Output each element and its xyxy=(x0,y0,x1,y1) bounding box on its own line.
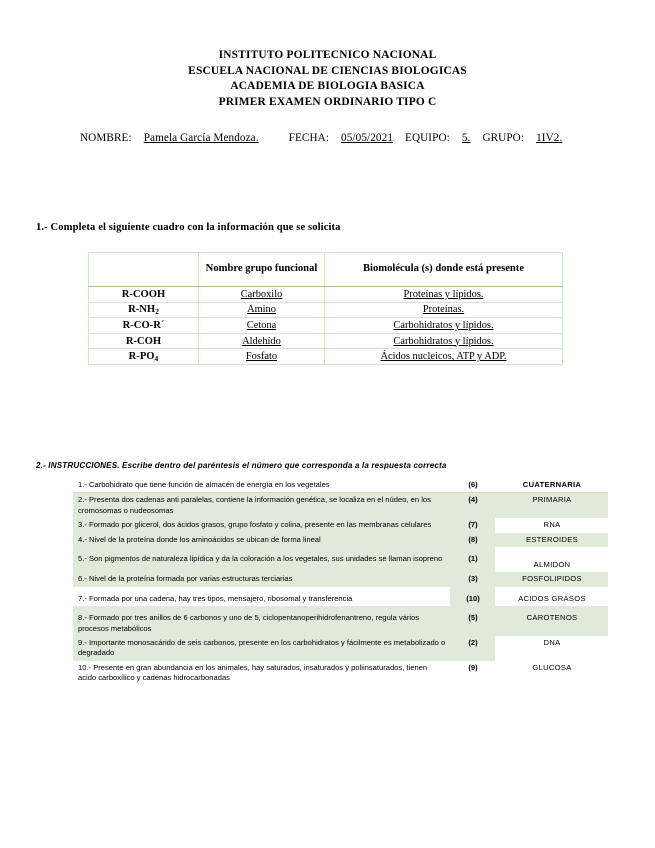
answer-number[interactable]: (2) xyxy=(450,636,495,661)
fecha-value[interactable]: 05/05/2021 xyxy=(341,132,394,144)
grupo-label: GRUPO: xyxy=(482,132,525,144)
nombre-label: NOMBRE: xyxy=(80,132,132,144)
answer-number[interactable]: (1) xyxy=(450,547,495,572)
table-row xyxy=(73,572,608,586)
answer-option: DNA xyxy=(495,636,608,661)
statement-text: 1.- Carbohidrato que tiene función de almacén de energía en los vegetales xyxy=(73,478,450,493)
answer-number[interactable]: (6) xyxy=(450,478,495,493)
column-header-biomolecula: Biomolécula (s) donde está presente xyxy=(325,253,563,287)
answer-option: GLUCOSA xyxy=(532,662,572,672)
group-biomolecule[interactable]: Carbohidratos y lípidos. xyxy=(325,333,563,349)
group-formula: R-CO-R´ xyxy=(89,318,199,334)
answer-number[interactable]: (4) xyxy=(450,493,495,518)
statement-text: 5.- Son pigmentos de naturaleza lipídica y da la coloración a los vegetales, sus unidades se llaman isopreno xyxy=(73,547,450,572)
answer-number[interactable]: (10) xyxy=(450,587,495,606)
answer-number[interactable]: (8) xyxy=(450,533,495,547)
table-row xyxy=(73,587,608,606)
header-line-school: ESCUELA NACIONAL DE CIENCIAS BIOLOGICAS xyxy=(188,64,467,77)
fecha-label: FECHA: xyxy=(288,132,330,144)
table-row xyxy=(89,318,563,334)
grupo-value[interactable]: 1IV2. xyxy=(536,132,563,144)
table-row xyxy=(73,518,608,532)
table-row xyxy=(73,478,608,493)
table-row xyxy=(73,533,608,547)
group-biomolecule[interactable]: Ácidos nucleicos, ATP y ADP. xyxy=(325,349,563,365)
group-formula: R-COH xyxy=(89,333,199,349)
table-row xyxy=(89,302,563,318)
table-row xyxy=(73,547,608,572)
answer-option: ESTEROIDES xyxy=(495,533,608,547)
table-header-row xyxy=(89,253,563,287)
column-header-blank xyxy=(89,253,199,287)
question-2-title: 2.- INSTRUCCIONES. Escribe dentro del paréntesis el número que corresponda a la respuesta correcta xyxy=(36,461,447,470)
group-biomolecule[interactable]: Proteínas. xyxy=(325,302,563,318)
group-name[interactable]: Cetona xyxy=(199,318,325,334)
table-row xyxy=(89,287,563,303)
student-info-line xyxy=(80,132,600,144)
group-formula: R-COOH xyxy=(89,287,199,303)
statement-text: 7.- Formada por una cadena, hay tres tipos, mensajero, ribosomal y transferencia xyxy=(78,593,353,603)
answer-option: CUATERNARIA xyxy=(495,478,608,493)
statement-text: 2.- Presenta dos cadenas anti paralelas, contiene la información genética, se localiza en el núdeo, en los cromosomas o nudeosomas xyxy=(73,493,450,518)
answer-number[interactable]: (7) xyxy=(450,518,495,532)
answer-option: FOSFOLIPIDOS xyxy=(495,572,608,586)
header-line-exam: PRIMER EXAMEN ORDINARIO TIPO C xyxy=(218,95,437,108)
group-name[interactable]: Aldehído xyxy=(199,333,325,349)
equipo-value[interactable]: 5. xyxy=(461,132,471,144)
table-row xyxy=(89,333,563,349)
group-biomolecule[interactable]: Proteínas y lípidos. xyxy=(325,287,563,303)
answer-option: CAROTENOS xyxy=(495,606,608,636)
statement-text: 10.- Presente en gran abundancia en los animales, hay saturados, insaturados y poliinsaturados, tienen acido carboxílico y cadenas hidrocarbonadas xyxy=(78,662,428,683)
table-row xyxy=(73,661,608,686)
document-header xyxy=(0,48,655,110)
header-line-academy: ACADEMIA DE BIOLOGIA BASICA xyxy=(230,80,425,92)
group-name[interactable]: Amino xyxy=(199,302,325,318)
group-formula: $R-NH_2$ xyxy=(89,302,199,318)
answer-number[interactable]: (3) xyxy=(450,572,495,586)
header-line-institute: INSTITUTO POLITECNICO NACIONAL xyxy=(218,49,437,61)
table-row xyxy=(73,493,608,518)
answer-option: ALMIDON xyxy=(495,547,608,572)
table-row xyxy=(89,349,563,365)
question-1-title: 1.- Completa el siguiente cuadro con la información que se solicita xyxy=(36,222,341,233)
table-row xyxy=(73,606,608,636)
group-name[interactable]: Carboxilo xyxy=(199,287,325,303)
statement-text: 3.- Formado por glicerol, dos ácidos grasos, grupo fosfato y colina, presente en las membranas celulares xyxy=(73,518,450,532)
statement-text: 8.- Formado por tres anillos de 6 carbonos y uno de 5, ciclopentanoperihidrofenantreno, regula vários procesos metabólicos xyxy=(73,606,450,636)
answer-option: PRIMARIA xyxy=(495,493,608,518)
statement-text: 4.- Nivel de la proteína donde los aminoácidos se ubican de forma lineal xyxy=(73,533,450,547)
equipo-label: EQUIPO: xyxy=(405,132,450,144)
answer-number[interactable]: (5) xyxy=(450,606,495,636)
group-biomolecule[interactable]: Carbohidratos y lípidos. xyxy=(325,318,563,334)
answer-option: RNA xyxy=(495,518,608,532)
statement-text: 9.- Importante monosacárido de seis carbonos, presente en los carbohidratos y fácilmente es metabolizado o degradado xyxy=(73,636,450,661)
group-formula: $R-PO_4$ xyxy=(89,349,199,365)
nombre-value[interactable]: Pamela García Mendoza. xyxy=(143,132,259,144)
group-name[interactable]: Fosfato xyxy=(199,349,325,365)
table-row xyxy=(73,636,608,661)
matching-questions-table xyxy=(73,478,608,686)
answer-option: ACIDOS GRASOS xyxy=(518,593,586,603)
column-header-nombre-grupo: Nombre grupo funcional xyxy=(199,253,325,287)
answer-number[interactable]: (9) xyxy=(468,662,478,672)
statement-text: 6.- Nivel de la proteína formada por varias estructuras terciarias xyxy=(73,572,450,586)
functional-groups-table xyxy=(88,252,563,365)
